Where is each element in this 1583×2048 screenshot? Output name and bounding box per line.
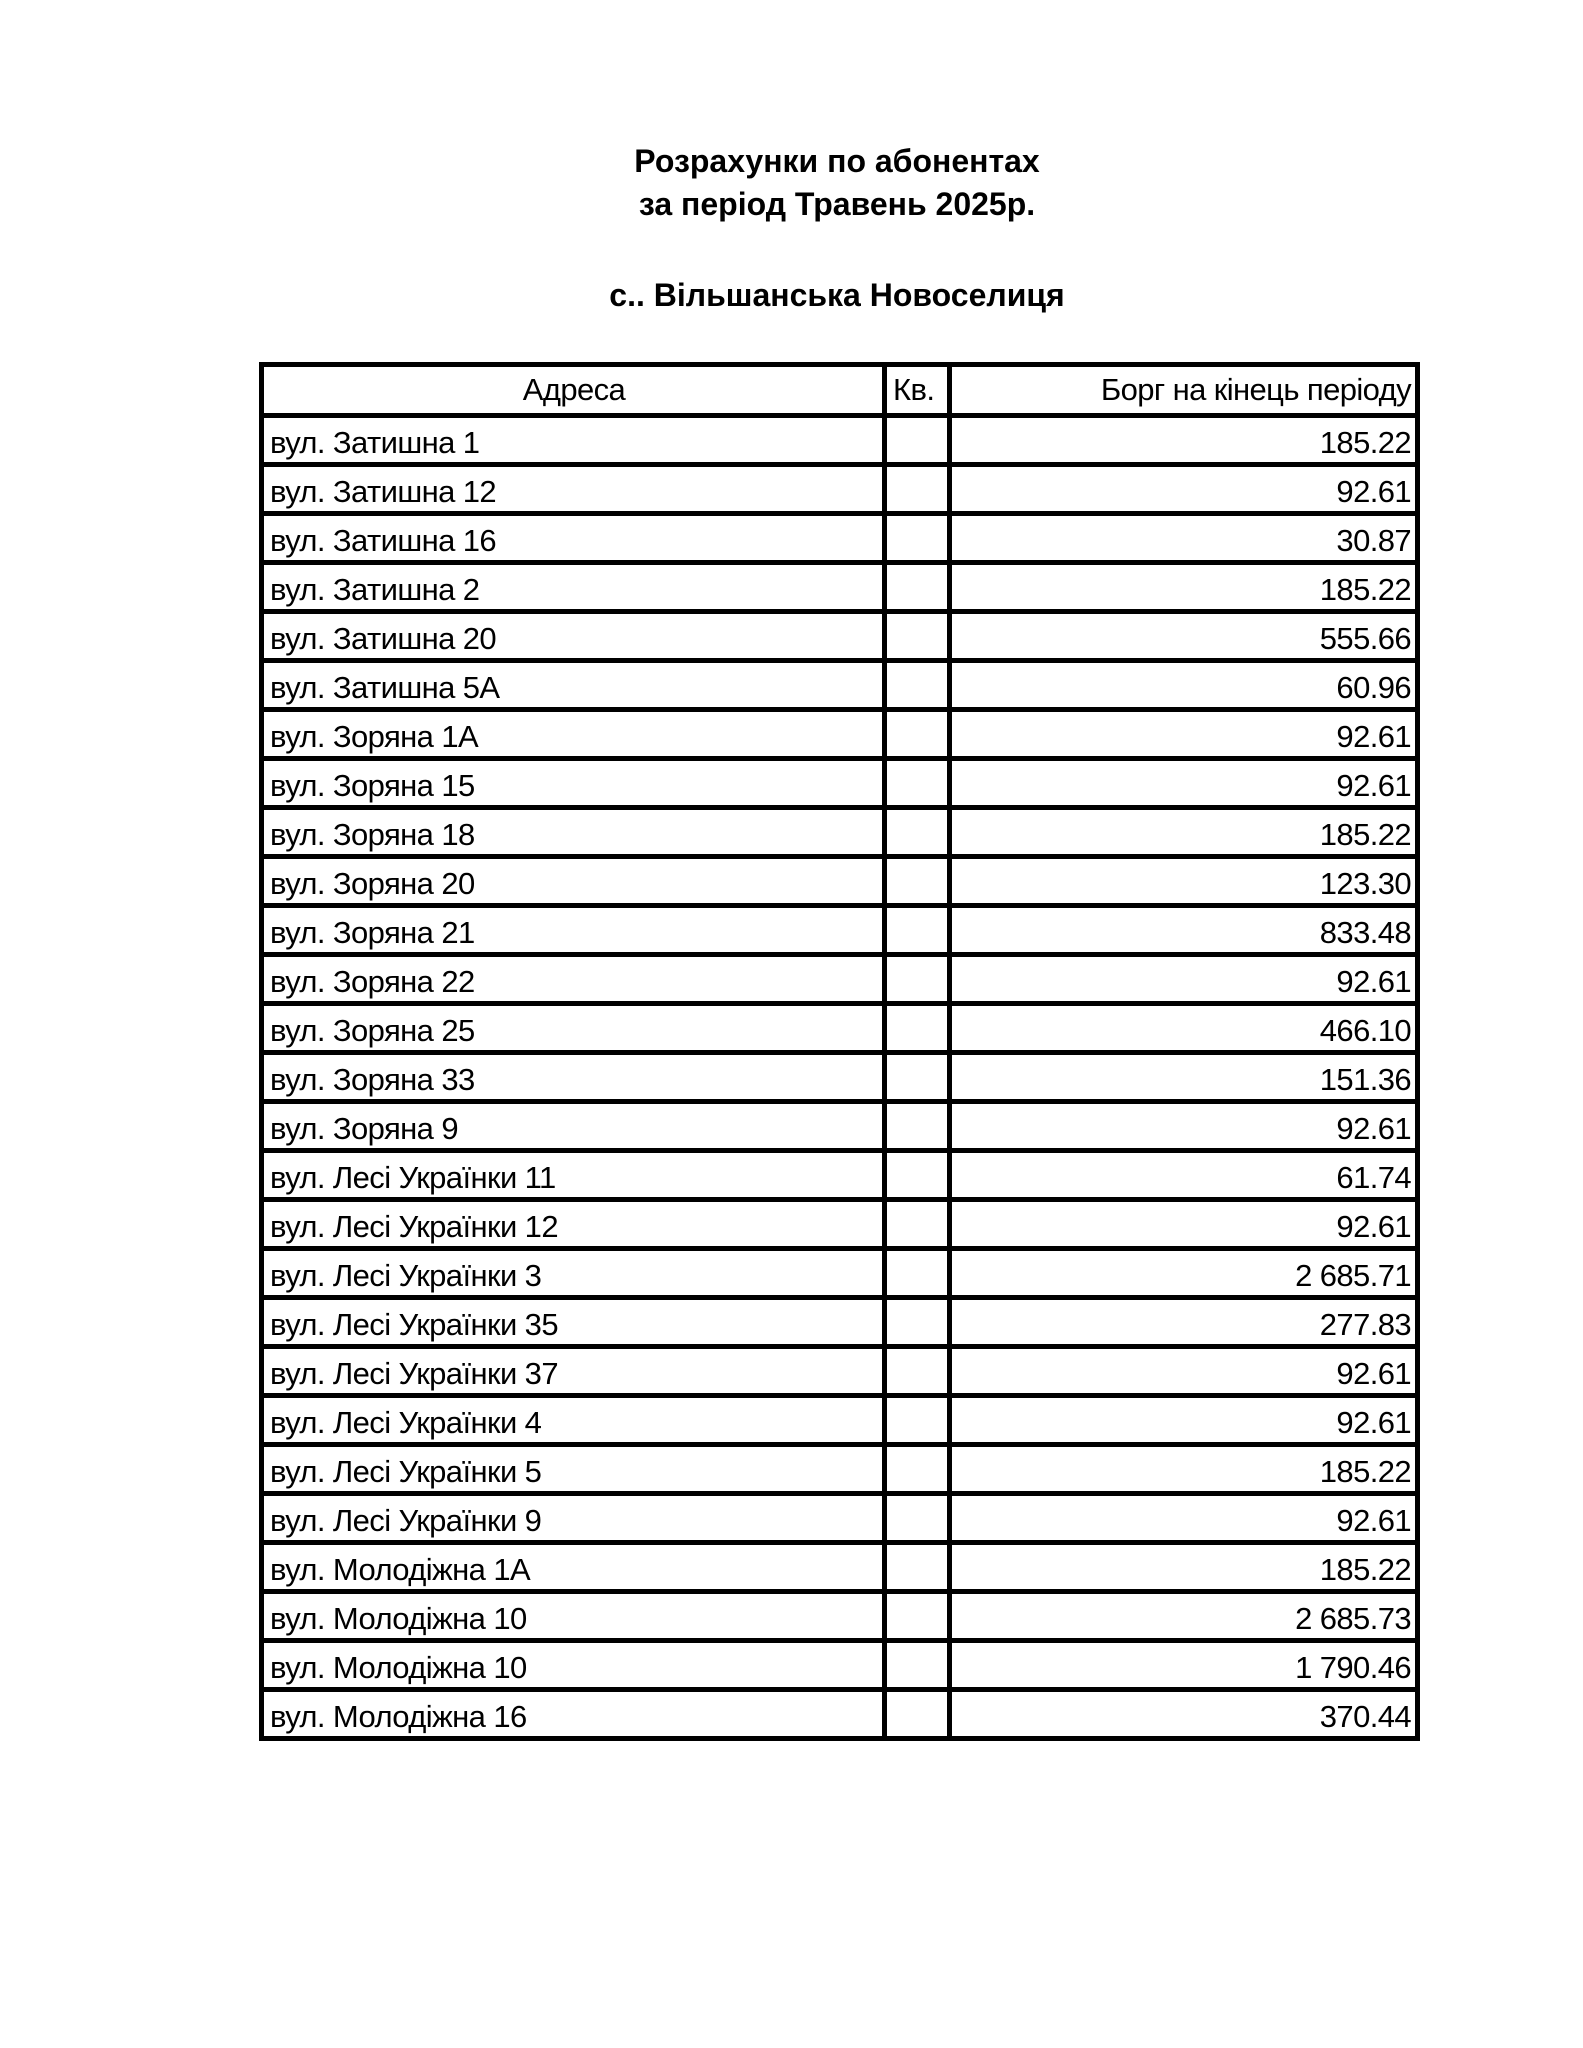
table-row — [262, 808, 1418, 857]
apartment-cell — [885, 857, 950, 906]
address-cell: вул. Зоряна 33 — [262, 1053, 885, 1102]
apartment-cell — [885, 1151, 950, 1200]
table-row — [262, 1200, 1418, 1249]
debt-cell: 92.61 — [950, 1347, 1418, 1396]
address-cell: вул. Зоряна 22 — [262, 955, 885, 1004]
apartment-cell — [885, 1298, 950, 1347]
table-row — [262, 710, 1418, 759]
address-cell: вул. Зоряна 21 — [262, 906, 885, 955]
table-row — [262, 1004, 1418, 1053]
address-cell: вул. Зоряна 18 — [262, 808, 885, 857]
report-title-period: за період Травень 2025р. — [638, 186, 1036, 222]
table-row — [262, 1396, 1418, 1445]
address-cell: вул. Зоряна 9 — [262, 1102, 885, 1151]
address-cell: вул. Затишна 1 — [262, 416, 885, 465]
apartment-cell — [885, 416, 950, 465]
address-cell: вул. Молодіжна 10 — [262, 1641, 885, 1690]
debt-cell: 92.61 — [950, 1396, 1418, 1445]
apartment-cell — [885, 1690, 950, 1739]
debt-cell: 92.61 — [950, 465, 1418, 514]
debt-cell: 185.22 — [950, 1543, 1418, 1592]
address-cell: вул. Затишна 5А — [262, 661, 885, 710]
address-cell: вул. Лесі Українки 4 — [262, 1396, 885, 1445]
table-row — [262, 1102, 1418, 1151]
address-cell: вул. Лесі Українки 9 — [262, 1494, 885, 1543]
table-row — [262, 1543, 1418, 1592]
apartment-cell — [885, 465, 950, 514]
table-row — [262, 1249, 1418, 1298]
address-cell: вул. Лесі Українки 35 — [262, 1298, 885, 1347]
report-title-line-1: Розрахунки по абонентах — [634, 143, 1040, 179]
table-row — [262, 1641, 1418, 1690]
debt-cell: 92.61 — [950, 710, 1418, 759]
table-row — [262, 661, 1418, 710]
table-row — [262, 906, 1418, 955]
address-cell: вул. Зоряна 20 — [262, 857, 885, 906]
address-cell: вул. Зоряна 15 — [262, 759, 885, 808]
table-row — [262, 563, 1418, 612]
address-cell: вул. Зоряна 25 — [262, 1004, 885, 1053]
column-header-apartment: Кв. — [885, 365, 950, 416]
debt-cell: 151.36 — [950, 1053, 1418, 1102]
address-cell: вул. Затишна 12 — [262, 465, 885, 514]
apartment-cell — [885, 808, 950, 857]
address-cell: вул. Затишна 16 — [262, 514, 885, 563]
apartment-cell — [885, 1445, 950, 1494]
table-row — [262, 1690, 1418, 1739]
address-cell: вул. Молодіжна 1А — [262, 1543, 885, 1592]
apartment-cell — [885, 1004, 950, 1053]
debt-cell: 123.30 — [950, 857, 1418, 906]
report-title — [0, 140, 1583, 226]
debt-cell: 185.22 — [950, 808, 1418, 857]
address-cell: вул. Затишна 20 — [262, 612, 885, 661]
debt-cell: 833.48 — [950, 906, 1418, 955]
column-header-address: Адреса — [262, 365, 885, 416]
address-cell: вул. Лесі Українки 5 — [262, 1445, 885, 1494]
table-row — [262, 612, 1418, 661]
apartment-cell — [885, 1641, 950, 1690]
debt-cell: 2 685.71 — [950, 1249, 1418, 1298]
debt-cell: 60.96 — [950, 661, 1418, 710]
apartment-cell — [885, 1053, 950, 1102]
locality-heading: с.. Вільшанська Новоселиця — [609, 277, 1065, 313]
address-cell: вул. Молодіжна 10 — [262, 1592, 885, 1641]
table-row — [262, 1347, 1418, 1396]
table-row — [262, 857, 1418, 906]
debt-cell: 30.87 — [950, 514, 1418, 563]
debt-cell: 185.22 — [950, 563, 1418, 612]
table-row — [262, 1298, 1418, 1347]
debt-cell: 92.61 — [950, 759, 1418, 808]
apartment-cell — [885, 612, 950, 661]
apartment-cell — [885, 1102, 950, 1151]
apartment-cell — [885, 661, 950, 710]
table-row — [262, 465, 1418, 514]
apartment-cell — [885, 759, 950, 808]
address-cell: вул. Зоряна 1А — [262, 710, 885, 759]
address-cell: вул. Лесі Українки 11 — [262, 1151, 885, 1200]
address-cell: вул. Лесі Українки 12 — [262, 1200, 885, 1249]
apartment-cell — [885, 1249, 950, 1298]
table-row — [262, 1445, 1418, 1494]
debt-cell: 2 685.73 — [950, 1592, 1418, 1641]
address-cell: вул. Лесі Українки 37 — [262, 1347, 885, 1396]
apartment-cell — [885, 710, 950, 759]
apartment-cell — [885, 1592, 950, 1641]
debt-cell: 185.22 — [950, 1445, 1418, 1494]
debt-cell: 92.61 — [950, 1102, 1418, 1151]
address-cell: вул. Затишна 2 — [262, 563, 885, 612]
debt-table — [259, 362, 1420, 1741]
table-row — [262, 1151, 1418, 1200]
table-row — [262, 1494, 1418, 1543]
apartment-cell — [885, 1347, 950, 1396]
debt-cell: 1 790.46 — [950, 1641, 1418, 1690]
debt-cell: 92.61 — [950, 955, 1418, 1004]
address-cell: вул. Молодіжна 16 — [262, 1690, 885, 1739]
apartment-cell — [885, 1494, 950, 1543]
debt-cell: 466.10 — [950, 1004, 1418, 1053]
table-row — [262, 1592, 1418, 1641]
table-header-row — [262, 365, 1418, 416]
debt-cell: 277.83 — [950, 1298, 1418, 1347]
table-row — [262, 1053, 1418, 1102]
table-row — [262, 759, 1418, 808]
debt-cell: 92.61 — [950, 1200, 1418, 1249]
table-row — [262, 955, 1418, 1004]
table-row — [262, 416, 1418, 465]
debt-cell: 555.66 — [950, 612, 1418, 661]
apartment-cell — [885, 563, 950, 612]
address-cell: вул. Лесі Українки 3 — [262, 1249, 885, 1298]
debt-cell: 370.44 — [950, 1690, 1418, 1739]
apartment-cell — [885, 1543, 950, 1592]
apartment-cell — [885, 1396, 950, 1445]
table-row — [262, 514, 1418, 563]
apartment-cell — [885, 514, 950, 563]
column-header-debt: Борг на кінець періоду — [950, 365, 1418, 416]
apartment-cell — [885, 955, 950, 1004]
debt-cell: 185.22 — [950, 416, 1418, 465]
apartment-cell — [885, 906, 950, 955]
debt-cell: 92.61 — [950, 1494, 1418, 1543]
apartment-cell — [885, 1200, 950, 1249]
debt-cell: 61.74 — [950, 1151, 1418, 1200]
